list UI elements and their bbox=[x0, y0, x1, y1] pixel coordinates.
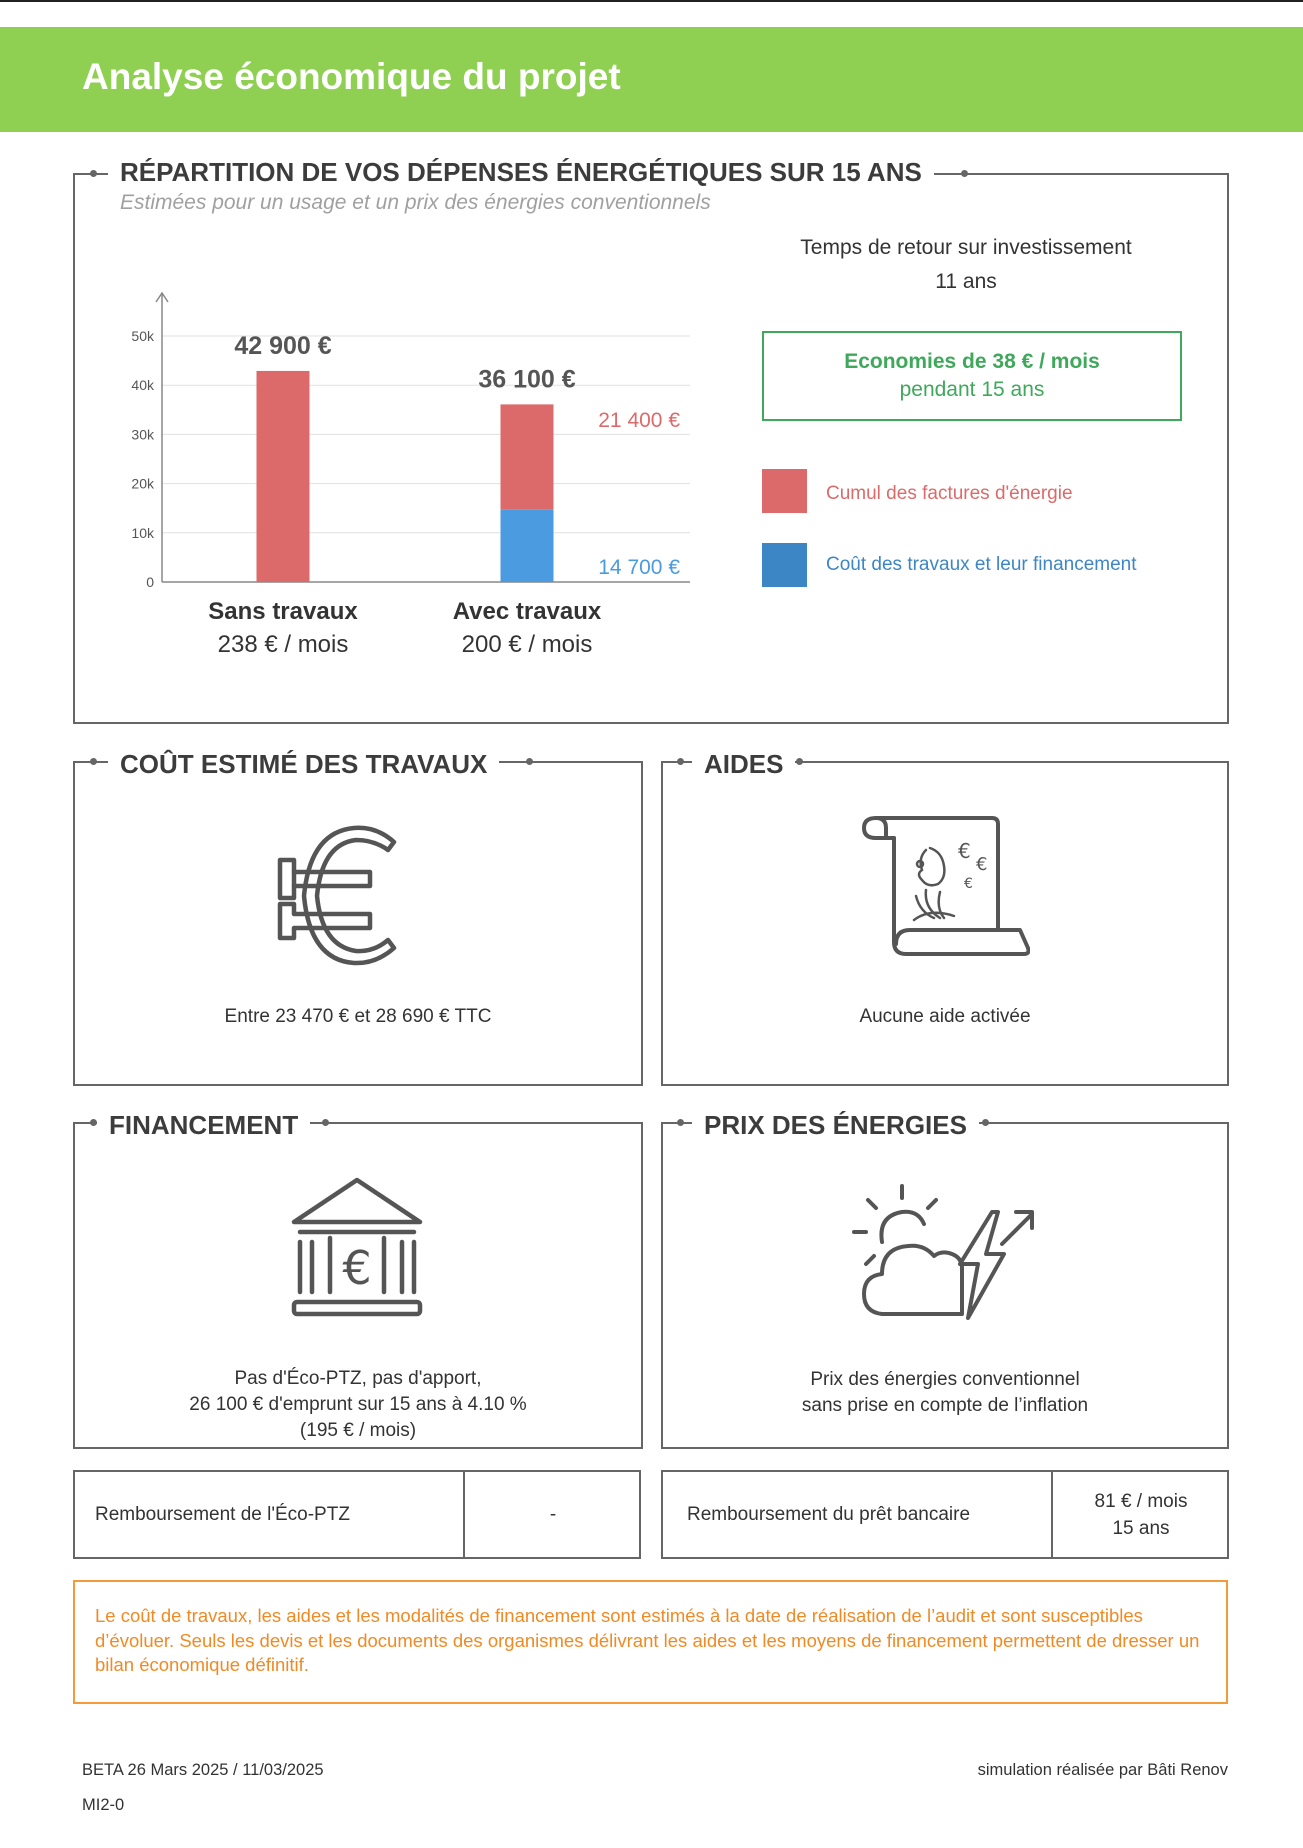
title-dot-left bbox=[90, 170, 97, 177]
bank-euro-icon bbox=[290, 1176, 424, 1318]
category-sublabel: 200 € / mois bbox=[461, 631, 593, 658]
title-dot-right bbox=[526, 758, 533, 765]
pret-monthly: 81 € / mois bbox=[1094, 1490, 1188, 1512]
svg-text:€: € bbox=[958, 839, 971, 863]
title-dot-right bbox=[982, 1119, 989, 1126]
eco-ptz-value: - bbox=[549, 1504, 557, 1525]
savings-amount: Economies de 38 € / mois bbox=[844, 350, 1100, 373]
footer-version: BETA 26 Mars 2025 / 11/03/2025 bbox=[82, 1761, 324, 1779]
financement-line2: 26 100 € d'emprunt sur 15 ans à 4.10 % bbox=[189, 1394, 527, 1415]
svg-text:€: € bbox=[964, 876, 973, 892]
title-dot-left bbox=[90, 758, 97, 765]
title-dot-right bbox=[322, 1119, 329, 1126]
y-tick-label: 30k bbox=[131, 426, 154, 443]
title-dot-left bbox=[677, 1119, 684, 1126]
disclaimer-box: Le coût de travaux, les aides et les modalités de financement sont estimés à la date de réalisation de l’audit et sont susceptibles d’évoluer. Seuls les devis et les documents des organismes délivrant les aides et les moyens de financement permettent de dresser un bilan économique définitif. bbox=[73, 1580, 1228, 1704]
y-tick-label: 20k bbox=[131, 475, 154, 492]
header-banner bbox=[0, 27, 1303, 132]
euro-hammer-icon bbox=[270, 820, 410, 970]
roi-value: 11 ans bbox=[935, 270, 997, 293]
pret-duration: 15 ans bbox=[1112, 1517, 1170, 1539]
savings-box bbox=[762, 331, 1182, 421]
aides-title: AIDES bbox=[692, 749, 795, 780]
bar-energy bbox=[257, 371, 310, 582]
expenses-chart bbox=[110, 280, 710, 670]
pret-value bbox=[1053, 1472, 1229, 1557]
y-tick-label: 50k bbox=[131, 328, 154, 344]
bar-works bbox=[501, 510, 554, 582]
page-title: Analyse économique du projet bbox=[82, 56, 621, 97]
legend-label-energy: Cumul des factures d'énergie bbox=[826, 483, 1073, 504]
title-dot-left bbox=[90, 1119, 97, 1126]
expenses-title: RÉPARTITION DE VOS DÉPENSES ÉNERGÉTIQUES SUR 15 ANS bbox=[108, 157, 934, 188]
title-dot-left bbox=[677, 758, 684, 765]
legend-label-works: Coût des travaux et leur financement bbox=[826, 554, 1137, 575]
category-label: Sans travaux bbox=[208, 598, 358, 625]
y-tick-label: 40k bbox=[131, 377, 154, 394]
y-tick-label: 0 bbox=[146, 574, 154, 590]
aid-scroll-icon bbox=[860, 812, 1030, 957]
segment-label-energy: 21 400 € bbox=[598, 409, 680, 432]
top-rule bbox=[0, 0, 1303, 2]
title-dot-right bbox=[961, 170, 968, 177]
prix-title: PRIX DES ÉNERGIES bbox=[692, 1110, 979, 1141]
weather-energy-icon bbox=[852, 1182, 1038, 1322]
financement-title: FINANCEMENT bbox=[97, 1110, 310, 1141]
footer-credit: simulation réalisée par Bâti Renov bbox=[977, 1761, 1228, 1779]
expenses-subtitle: Estimées pour un usage et un prix des énergies conventionnels bbox=[120, 191, 711, 214]
legend-swatch-works bbox=[762, 543, 807, 587]
eco-ptz-label: Remboursement de l'Éco-PTZ bbox=[95, 1503, 350, 1525]
prix-details bbox=[661, 1367, 1229, 1419]
cout-range: Entre 23 470 € et 28 690 € TTC bbox=[224, 1006, 492, 1027]
eco-ptz-row bbox=[73, 1470, 641, 1559]
title-dot-right bbox=[796, 758, 803, 765]
svg-text:€: € bbox=[342, 1241, 372, 1295]
bar-energy bbox=[501, 404, 554, 509]
savings-duration: pendant 15 ans bbox=[899, 378, 1045, 401]
svg-text:€: € bbox=[976, 854, 988, 875]
legend-swatch-energy bbox=[762, 469, 807, 513]
bar-total-label: 36 100 € bbox=[478, 365, 576, 394]
pret-label: Remboursement du prêt bancaire bbox=[687, 1503, 971, 1525]
y-tick-label: 10k bbox=[131, 524, 154, 541]
financement-line3: (195 € / mois) bbox=[299, 1420, 417, 1441]
prix-line2: sans prise en compte de l’inflation bbox=[801, 1395, 1089, 1416]
footer-code: MI2-0 bbox=[82, 1796, 125, 1814]
segment-label-works: 14 700 € bbox=[598, 556, 680, 579]
category-sublabel: 238 € / mois bbox=[217, 631, 349, 658]
category-label: Avec travaux bbox=[452, 598, 602, 625]
pret-row bbox=[661, 1470, 1229, 1559]
cout-title: COÛT ESTIMÉ DES TRAVAUX bbox=[108, 749, 499, 780]
roi-label: Temps de retour sur investissement bbox=[800, 236, 1132, 259]
prix-line1: Prix des énergies conventionnel bbox=[810, 1369, 1080, 1390]
financement-line1: Pas d'Éco-PTZ, pas d'apport, bbox=[234, 1368, 482, 1389]
bar-total-label: 42 900 € bbox=[234, 331, 332, 360]
aides-status: Aucune aide activée bbox=[859, 1006, 1031, 1027]
financement-details bbox=[73, 1366, 643, 1444]
